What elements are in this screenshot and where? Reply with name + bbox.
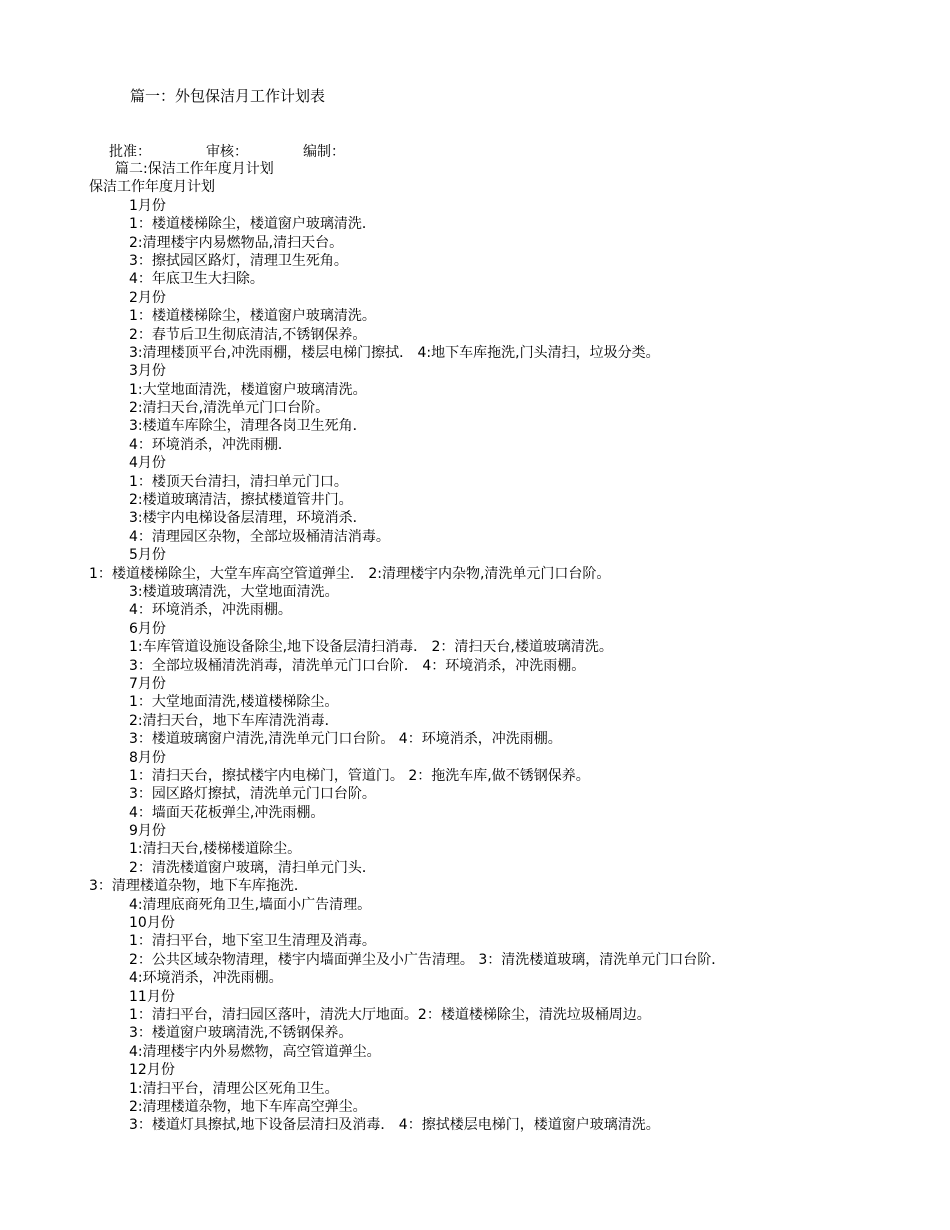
month-heading: 8月份	[129, 749, 166, 766]
month-heading: 3月份	[129, 363, 166, 380]
task-line: 4:环境消杀，冲洗雨棚。	[129, 970, 283, 987]
task-line: 3:清理楼顶平台,冲洗雨棚，楼层电梯门擦拭． 4:地下车库拖洗,门头清扫，垃圾分类。	[129, 344, 660, 361]
task-line: 1:清扫平台，清理公区死角卫生。	[129, 1080, 339, 1097]
task-line: 1：楼顶天台清扫，清扫单元门口。	[129, 473, 348, 490]
task-line: 1：楼道楼梯除尘，楼道窗户玻璃清洗．	[129, 216, 376, 233]
task-line: 1:大堂地面清洗，楼道窗户玻璃清洗。	[129, 381, 367, 398]
task-line: 4:清理底商死角卫生,墙面小广告清理。	[129, 896, 372, 913]
compile-label: 编制：	[303, 144, 345, 160]
plan-body	[0, 160, 950, 1135]
task-line: 2:清扫天台,清洗单元门口台阶。	[129, 400, 330, 417]
task-line: 4：环境消杀，冲洗雨棚。	[129, 602, 292, 619]
task-line: 4：环境消杀，冲洗雨棚．	[129, 436, 292, 453]
task-line: 1:车库管道设施设备除尘,地下设备层清扫消毒． 2：清扫天台,楼道玻璃清洗。	[129, 639, 613, 656]
month-heading: 12月份	[129, 1062, 175, 1079]
task-line: 3：楼道灯具擦拭,地下设备层清扫及消毒． 4：擦拭楼层电梯门，楼道窗户玻璃清洗。	[129, 1117, 660, 1134]
task-line: 2:清理楼道杂物，地下车库高空弹尘。	[129, 1098, 367, 1115]
month-heading: 6月份	[129, 620, 166, 637]
month-heading: 2月份	[129, 289, 166, 306]
month-heading: 9月份	[129, 823, 166, 840]
task-line: 3:楼道玻璃清洗，大堂地面清洗。	[129, 583, 339, 600]
task-line: 4：墙面天花板弹尘,冲洗雨棚。	[129, 804, 325, 821]
task-line: 3：楼道玻璃窗户清洗,清洗单元门口台阶。 4：环境消杀，冲洗雨棚。	[129, 731, 562, 748]
task-line: 1：楼道楼梯除尘，楼道窗户玻璃清洗。	[129, 308, 376, 325]
task-line: 1：楼道楼梯除尘，大堂车库高空管道弹尘． 2:清理楼宇内杂物,清洗单元门口台阶。	[89, 565, 611, 582]
task-line: 3：园区路灯擦拭，清洗单元门口台阶。	[129, 786, 376, 803]
task-line: 4：清理园区杂物，全部垃圾桶清洁消毒。	[129, 528, 390, 545]
task-line: 3：清理楼道杂物，地下车库拖洗．	[89, 878, 308, 895]
task-line: 1：清扫平台，清扫园区落叶，清洗大厅地面。2：楼道楼梯除尘，清洗垃圾桶周边。	[129, 1006, 651, 1023]
task-line: 4：年底卫生大扫除。	[129, 271, 264, 288]
task-line: 3:楼道车库除尘，清理各岗卫生死角．	[129, 418, 367, 435]
approve-label: 批准：	[109, 144, 151, 160]
month-heading: 10月份	[129, 915, 175, 932]
month-heading: 11月份	[129, 988, 175, 1005]
task-line: 1:清扫天台,楼梯楼道除尘。	[129, 841, 302, 858]
task-line: 2：春节后卫生彻底清洁,不锈钢保养。	[129, 326, 367, 343]
task-line: 3：擦拭园区路灯，清理卫生死角。	[129, 252, 348, 269]
month-heading: 4月份	[129, 455, 166, 472]
task-line: 1：清扫天台，擦拭楼宇内电梯门，管道门。 2：拖洗车库,做不锈钢保养。	[129, 767, 590, 784]
approval-signatures	[109, 142, 345, 162]
task-line: 2：公共区域杂物清理，楼宇内墙面弹尘及小广告清理。 3：清洗楼道玻璃，清洗单元门口台阶．	[129, 951, 726, 968]
task-line: 2：清洗楼道窗户玻璃，清扫单元门头．	[129, 859, 376, 876]
plan-heading: 保洁工作年度月计划	[89, 179, 215, 196]
part-one-title: 篇一：外包保洁月工作计划表	[130, 87, 326, 105]
task-line: 3：全部垃圾桶清洗消毒，清洗单元门口台阶． 4：环境消杀，冲洗雨棚。	[129, 657, 586, 674]
review-label: 审核：	[206, 144, 248, 160]
task-line: 1：清扫平台，地下室卫生清理及消毒。	[129, 933, 376, 950]
month-heading: 5月份	[129, 547, 166, 564]
task-line: 2:楼道玻璃清洁，擦拭楼道管井门。	[129, 492, 353, 509]
month-heading: 7月份	[129, 675, 166, 692]
task-line: 2:清理楼宇内易燃物品,清扫天台。	[129, 234, 344, 251]
month-heading: 1月份	[129, 197, 166, 214]
part-two-title: 篇二:保洁工作年度月计划	[115, 161, 274, 177]
task-line: 1：大堂地面清洗,楼道楼梯除尘。	[129, 694, 339, 711]
task-line: 2:清扫天台，地下车库清洗消毒．	[129, 712, 339, 729]
task-line: 3：楼道窗户玻璃清洗,不锈钢保养。	[129, 1025, 353, 1042]
task-line: 4:清理楼宇内外易燃物，高空管道弹尘。	[129, 1043, 381, 1060]
task-line: 3:楼宇内电梯设备层清理，环境消杀．	[129, 510, 367, 527]
